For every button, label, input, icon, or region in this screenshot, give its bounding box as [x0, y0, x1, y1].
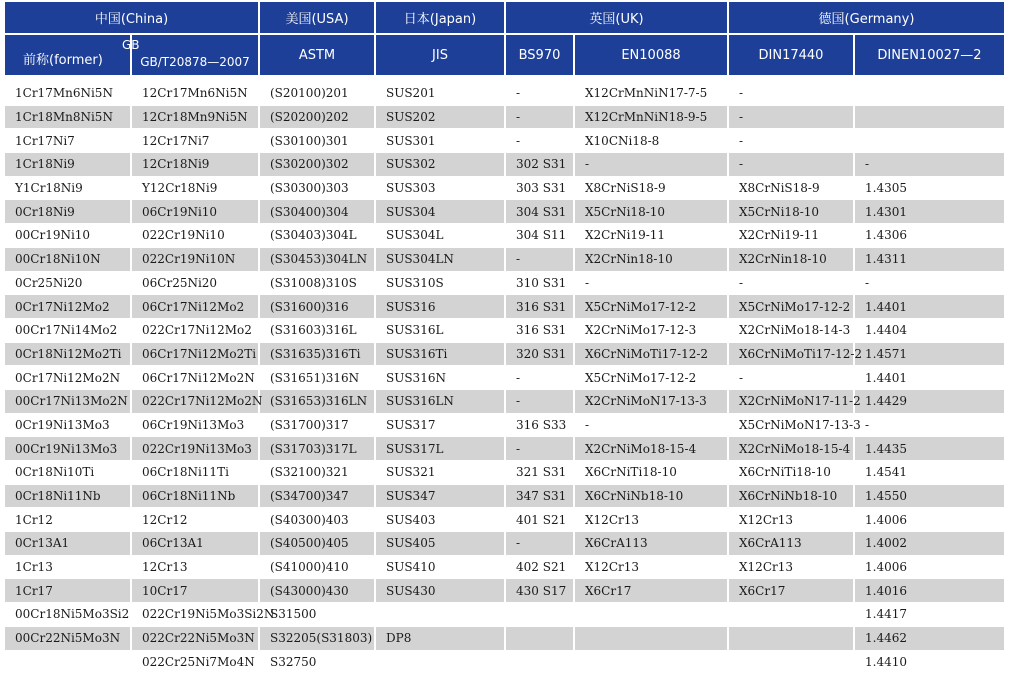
cell-gb-grade: 10Cr17 [131, 579, 259, 603]
cell-gb-grade: Y12Cr18Ni9 [131, 176, 259, 200]
cell-en10088-grade: - [574, 271, 728, 295]
cell-en10088-grade [574, 626, 728, 650]
cell-astm-grade: (S31635)316Ti [259, 342, 375, 366]
cell-former-grade: 00Cr18Ni5Mo3Si2 [5, 603, 131, 627]
cell-dinen10027-grade: 1.4541 [854, 461, 1004, 485]
cell-astm-grade: (S31651)316N [259, 366, 375, 390]
table-body [5, 75, 1004, 674]
cell-jis-grade: SUS302 [375, 153, 505, 177]
table-row [5, 176, 1004, 200]
cell-astm-grade: (S30100)301 [259, 129, 375, 153]
table-row [5, 366, 1004, 390]
cell-jis-grade: SUS316LN [375, 389, 505, 413]
cell-dinen10027-grade: 1.4429 [854, 389, 1004, 413]
cell-gb-grade: 022Cr17Ni12Mo2 [131, 318, 259, 342]
cell-en10088-grade: X5CrNiMo17-12-2 [574, 295, 728, 319]
column-header-bs970: BS970 [505, 34, 574, 75]
cell-din17440-grade: - [728, 129, 854, 153]
cell-din17440-grade: X5CrNiMoN17-13-3 [728, 413, 854, 437]
cell-en10088-grade: X2CrNin18-10 [574, 247, 728, 271]
cell-bs970-grade: 304 S31 [505, 200, 574, 224]
cell-din17440-grade: X6CrNiTi18-10 [728, 461, 854, 485]
cell-former-grade: 00Cr17Ni14Mo2 [5, 318, 131, 342]
cell-dinen10027-grade: - [854, 271, 1004, 295]
cell-din17440-grade: X5CrNi18-10 [728, 200, 854, 224]
cell-bs970-grade: 310 S31 [505, 271, 574, 295]
cell-gb-grade: 12Cr17Ni7 [131, 129, 259, 153]
country-header-uk: 英国(UK) [505, 2, 728, 34]
cell-din17440-grade: X6CrNiMoTi17-12-2 [728, 342, 854, 366]
cell-din17440-grade: - [728, 82, 854, 106]
cell-bs970-grade: 303 S31 [505, 176, 574, 200]
cell-gb-grade: 12Cr18Mn9Ni5N [131, 105, 259, 129]
cell-din17440-grade: X6CrA113 [728, 532, 854, 556]
cell-bs970-grade: - [505, 437, 574, 461]
cell-astm-grade: (S30400)304 [259, 200, 375, 224]
cell-bs970-grade: - [505, 129, 574, 153]
cell-dinen10027-grade: - [854, 153, 1004, 177]
cell-din17440-grade: X6Cr17 [728, 579, 854, 603]
cell-en10088-grade: X12Cr13 [574, 508, 728, 532]
cell-astm-grade: (S20200)202 [259, 105, 375, 129]
cell-en10088-grade: X6CrNiTi18-10 [574, 461, 728, 485]
former-label: 前称(former) [23, 53, 103, 68]
cell-astm-grade: (S20100)201 [259, 82, 375, 106]
cell-en10088-grade: X5CrNi18-10 [574, 200, 728, 224]
cell-jis-grade: SUS304L [375, 224, 505, 248]
cell-en10088-grade: X12Cr13 [574, 555, 728, 579]
table-row [5, 389, 1004, 413]
cell-former-grade: 0Cr19Ni13Mo3 [5, 413, 131, 437]
cell-jis-grade: SUS201 [375, 82, 505, 106]
cell-gb-grade: 022Cr22Ni5Mo3N [131, 626, 259, 650]
cell-astm-grade: (S34700)347 [259, 484, 375, 508]
column-header-en10088: EN10088 [574, 34, 728, 75]
cell-gb-grade: 022Cr19Ni5Mo3Si2N [131, 603, 259, 627]
cell-dinen10027-grade: 1.4301 [854, 200, 1004, 224]
cell-en10088-grade [574, 603, 728, 627]
cell-bs970-grade: - [505, 82, 574, 106]
cell-jis-grade: SUS316L [375, 318, 505, 342]
cell-en10088-grade: X8CrNiS18-9 [574, 176, 728, 200]
cell-gb-grade: 12Cr18Ni9 [131, 153, 259, 177]
cell-en10088-grade: X10CNi18-8 [574, 129, 728, 153]
table-row [5, 342, 1004, 366]
cell-en10088-grade: X5CrNiMo17-12-2 [574, 366, 728, 390]
table-row [5, 271, 1004, 295]
cell-dinen10027-grade: 1.4002 [854, 532, 1004, 556]
table-row [5, 555, 1004, 579]
cell-din17440-grade: - [728, 366, 854, 390]
cell-bs970-grade: - [505, 366, 574, 390]
cell-jis-grade: SUS430 [375, 579, 505, 603]
cell-dinen10027-grade [854, 105, 1004, 129]
country-header-japan: 日本(Japan) [375, 2, 505, 34]
table-row [5, 153, 1004, 177]
cell-din17440-grade: X12Cr13 [728, 555, 854, 579]
cell-astm-grade: (S31653)316LN [259, 389, 375, 413]
cell-gb-grade: 12Cr12 [131, 508, 259, 532]
cell-dinen10027-grade [854, 129, 1004, 153]
cell-former-grade: 1Cr13 [5, 555, 131, 579]
cell-en10088-grade: X6CrNiNb18-10 [574, 484, 728, 508]
cell-dinen10027-grade: 1.4401 [854, 366, 1004, 390]
cell-bs970-grade [505, 650, 574, 674]
cell-dinen10027-grade [854, 82, 1004, 106]
cell-astm-grade: (S41000)410 [259, 555, 375, 579]
table-row [5, 626, 1004, 650]
steel-grade-comparison-table [5, 2, 1004, 674]
cell-jis-grade: SUS316N [375, 366, 505, 390]
table-row [5, 318, 1004, 342]
cell-gb-grade: 022Cr19Ni13Mo3 [131, 437, 259, 461]
cell-dinen10027-grade: 1.4550 [854, 484, 1004, 508]
cell-gb-grade: 12Cr17Mn6Ni5N [131, 82, 259, 106]
cell-bs970-grade [505, 603, 574, 627]
cell-en10088-grade: X2CrNiMo18-15-4 [574, 437, 728, 461]
cell-bs970-grade: - [505, 532, 574, 556]
cell-jis-grade: SUS317 [375, 413, 505, 437]
cell-astm-grade: (S32100)321 [259, 461, 375, 485]
table-row [5, 437, 1004, 461]
table-row [5, 603, 1004, 627]
cell-former-grade: 0Cr18Ni12Mo2Ti [5, 342, 131, 366]
cell-bs970-grade: - [505, 389, 574, 413]
cell-dinen10027-grade: 1.4401 [854, 295, 1004, 319]
cell-en10088-grade: X6Cr17 [574, 579, 728, 603]
cell-former-grade: 00Cr19Ni10 [5, 224, 131, 248]
column-header-astm: ASTM [259, 34, 375, 75]
cell-bs970-grade: 430 S17 [505, 579, 574, 603]
cell-gb-grade: 12Cr13 [131, 555, 259, 579]
cell-former-grade: Y1Cr18Ni9 [5, 176, 131, 200]
cell-din17440-grade [728, 626, 854, 650]
cell-dinen10027-grade: 1.4306 [854, 224, 1004, 248]
cell-bs970-grade: 316 S31 [505, 318, 574, 342]
cell-astm-grade: (S30403)304L [259, 224, 375, 248]
cell-en10088-grade: X6CrNiMoTi17-12-2 [574, 342, 728, 366]
cell-bs970-grade: 320 S31 [505, 342, 574, 366]
cell-din17440-grade [728, 603, 854, 627]
cell-former-grade: 1Cr17Ni7 [5, 129, 131, 153]
cell-jis-grade: SUS202 [375, 105, 505, 129]
cell-jis-grade: SUS316 [375, 295, 505, 319]
cell-astm-grade: (S31600)316 [259, 295, 375, 319]
cell-din17440-grade: - [728, 153, 854, 177]
cell-gb-grade: 06Cr25Ni20 [131, 271, 259, 295]
table-row [5, 82, 1004, 106]
cell-din17440-grade: X2CrNin18-10 [728, 247, 854, 271]
cell-astm-grade: S32205(S31803) [259, 626, 375, 650]
cell-dinen10027-grade: 1.4435 [854, 437, 1004, 461]
table-row [5, 413, 1004, 437]
cell-en10088-grade: X2CrNi19-11 [574, 224, 728, 248]
table-row [5, 484, 1004, 508]
table-row [5, 105, 1004, 129]
cell-jis-grade: SUS405 [375, 532, 505, 556]
cell-astm-grade: (S43000)430 [259, 579, 375, 603]
table-row [5, 295, 1004, 319]
cell-astm-grade: (S30300)303 [259, 176, 375, 200]
cell-jis-grade: SUS317L [375, 437, 505, 461]
cell-gb-grade: 022Cr17Ni12Mo2N [131, 389, 259, 413]
cell-dinen10027-grade: 1.4006 [854, 555, 1004, 579]
column-header-din17440: DIN17440 [728, 34, 854, 75]
table-row [5, 224, 1004, 248]
column-header-dinen10027: DINEN10027—2 [854, 34, 1004, 75]
cell-jis-grade: DP8 [375, 626, 505, 650]
cell-dinen10027-grade: 1.4305 [854, 176, 1004, 200]
cell-dinen10027-grade: 1.4410 [854, 650, 1004, 674]
table-row [5, 129, 1004, 153]
column-header-former [5, 34, 131, 75]
cell-din17440-grade: X2CrNiMo18-15-4 [728, 437, 854, 461]
cell-jis-grade: SUS310S [375, 271, 505, 295]
cell-astm-grade: (S40300)403 [259, 508, 375, 532]
column-header-gb-standard [122, 34, 259, 75]
cell-former-grade: 0Cr18Ni11Nb [5, 484, 131, 508]
cell-former-grade: 1Cr18Ni9 [5, 153, 131, 177]
cell-astm-grade: (S31700)317 [259, 413, 375, 437]
cell-en10088-grade: X2CrNiMo17-12-3 [574, 318, 728, 342]
cell-gb-grade: 022Cr19Ni10N [131, 247, 259, 271]
cell-en10088-grade: X6CrA113 [574, 532, 728, 556]
cell-jis-grade: SUS321 [375, 461, 505, 485]
cell-former-grade: 00Cr19Ni13Mo3 [5, 437, 131, 461]
cell-former-grade: 0Cr18Ni9 [5, 200, 131, 224]
country-header-usa: 美国(USA) [259, 2, 375, 34]
cell-former-grade: 0Cr17Ni12Mo2N [5, 366, 131, 390]
cell-gb-grade: 06Cr17Ni12Mo2N [131, 366, 259, 390]
table-row [5, 650, 1004, 674]
cell-bs970-grade: 316 S33 [505, 413, 574, 437]
cell-bs970-grade: 302 S31 [505, 153, 574, 177]
cell-astm-grade: (S31603)316L [259, 318, 375, 342]
column-header-jis: JIS [375, 34, 505, 75]
cell-en10088-grade [574, 650, 728, 674]
cell-dinen10027-grade: 1.4311 [854, 247, 1004, 271]
cell-din17440-grade: X8CrNiS18-9 [728, 176, 854, 200]
cell-en10088-grade: X12CrMnNiN17-7-5 [574, 82, 728, 106]
cell-dinen10027-grade: 1.4571 [854, 342, 1004, 366]
cell-astm-grade: (S31703)317L [259, 437, 375, 461]
gb-standard-label: GB/T20878—2007 [140, 55, 250, 69]
cell-former-grade: 00Cr22Ni5Mo3N [5, 626, 131, 650]
cell-dinen10027-grade: 1.4006 [854, 508, 1004, 532]
gb-label: GB [122, 38, 140, 52]
cell-astm-grade: (S30453)304LN [259, 247, 375, 271]
cell-gb-grade: 06Cr17Ni12Mo2Ti [131, 342, 259, 366]
cell-din17440-grade: X2CrNiMo18-14-3 [728, 318, 854, 342]
country-header-china: 中国(China) [5, 2, 259, 34]
cell-former-grade: 00Cr18Ni10N [5, 247, 131, 271]
cell-jis-grade [375, 603, 505, 627]
cell-din17440-grade: X2CrNiMoN17-11-2 [728, 389, 854, 413]
cell-din17440-grade: X6CrNiNb18-10 [728, 484, 854, 508]
cell-former-grade: 1Cr18Mn8Ni5N [5, 105, 131, 129]
cell-din17440-grade: X12Cr13 [728, 508, 854, 532]
cell-gb-grade: 022Cr19Ni10 [131, 224, 259, 248]
cell-astm-grade: S32750 [259, 650, 375, 674]
cell-jis-grade: SUS403 [375, 508, 505, 532]
cell-former-grade [5, 650, 131, 674]
cell-former-grade: 1Cr12 [5, 508, 131, 532]
cell-gb-grade: 06Cr18Ni11Nb [131, 484, 259, 508]
cell-dinen10027-grade: - [854, 413, 1004, 437]
cell-en10088-grade: X12CrMnNiN18-9-5 [574, 105, 728, 129]
cell-din17440-grade: - [728, 105, 854, 129]
table-row [5, 200, 1004, 224]
cell-bs970-grade: 402 S21 [505, 555, 574, 579]
table-row [5, 532, 1004, 556]
cell-jis-grade: SUS303 [375, 176, 505, 200]
cell-astm-grade: (S30200)302 [259, 153, 375, 177]
table-row [5, 247, 1004, 271]
cell-gb-grade: 022Cr25Ni7Mo4N [131, 650, 259, 674]
cell-bs970-grade [505, 626, 574, 650]
cell-former-grade: 0Cr17Ni12Mo2 [5, 295, 131, 319]
cell-dinen10027-grade: 1.4404 [854, 318, 1004, 342]
cell-gb-grade: 06Cr17Ni12Mo2 [131, 295, 259, 319]
cell-astm-grade: (S31008)310S [259, 271, 375, 295]
table-row [5, 579, 1004, 603]
cell-jis-grade: SUS410 [375, 555, 505, 579]
cell-bs970-grade: - [505, 247, 574, 271]
cell-former-grade: 1Cr17Mn6Ni5N [5, 82, 131, 106]
cell-bs970-grade: 401 S21 [505, 508, 574, 532]
cell-former-grade: 00Cr17Ni13Mo2N [5, 389, 131, 413]
cell-gb-grade: 06Cr18Ni11Ti [131, 461, 259, 485]
cell-jis-grade: SUS304LN [375, 247, 505, 271]
cell-gb-grade: 06Cr13A1 [131, 532, 259, 556]
cell-din17440-grade: X2CrNi19-11 [728, 224, 854, 248]
cell-din17440-grade: - [728, 271, 854, 295]
cell-bs970-grade: 347 S31 [505, 484, 574, 508]
cell-dinen10027-grade: 1.4462 [854, 626, 1004, 650]
cell-bs970-grade: 316 S31 [505, 295, 574, 319]
cell-astm-grade: S31500 [259, 603, 375, 627]
cell-dinen10027-grade: 1.4016 [854, 579, 1004, 603]
cell-gb-grade: 06Cr19Ni10 [131, 200, 259, 224]
cell-former-grade: 0Cr13A1 [5, 532, 131, 556]
cell-en10088-grade: - [574, 413, 728, 437]
cell-dinen10027-grade: 1.4417 [854, 603, 1004, 627]
cell-bs970-grade: 304 S11 [505, 224, 574, 248]
cell-former-grade: 1Cr17 [5, 579, 131, 603]
cell-en10088-grade: - [574, 153, 728, 177]
cell-jis-grade [375, 650, 505, 674]
cell-bs970-grade: 321 S31 [505, 461, 574, 485]
cell-gb-grade: 06Cr19Ni13Mo3 [131, 413, 259, 437]
cell-jis-grade: SUS301 [375, 129, 505, 153]
cell-bs970-grade: - [505, 105, 574, 129]
cell-jis-grade: SUS316Ti [375, 342, 505, 366]
cell-jis-grade: SUS347 [375, 484, 505, 508]
cell-en10088-grade: X2CrNiMoN17-13-3 [574, 389, 728, 413]
country-header-germany: 德国(Germany) [728, 2, 1004, 34]
cell-former-grade: 0Cr25Ni20 [5, 271, 131, 295]
cell-former-grade: 0Cr18Ni10Ti [5, 461, 131, 485]
cell-din17440-grade: X5CrNiMo17-12-2 [728, 295, 854, 319]
cell-astm-grade: (S40500)405 [259, 532, 375, 556]
cell-din17440-grade [728, 650, 854, 674]
cell-jis-grade: SUS304 [375, 200, 505, 224]
table-row [5, 508, 1004, 532]
table-row [5, 461, 1004, 485]
